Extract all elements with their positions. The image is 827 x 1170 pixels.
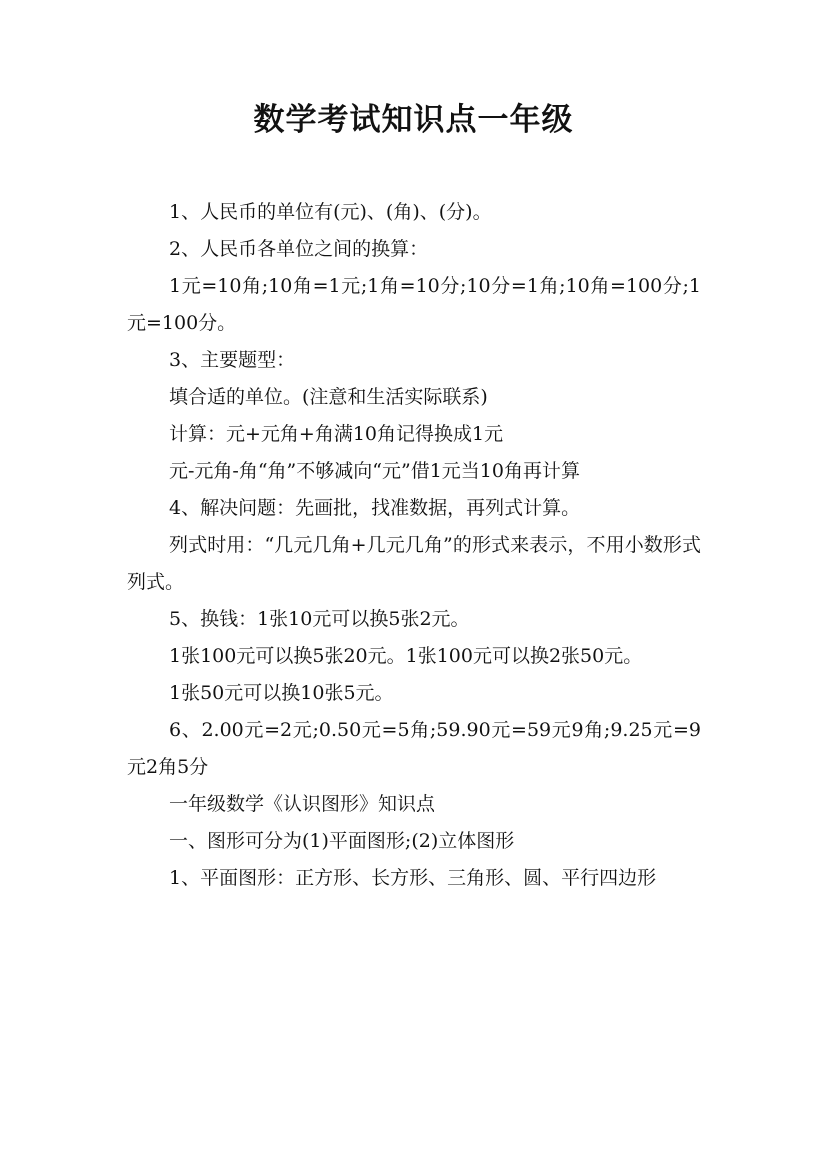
paragraph-rmb-units: 1、人民币的单位有(元)、(角)、(分)。 (169, 201, 492, 223)
paragraph-fill-units: 填合适的单位。(注意和生活实际联系) (169, 386, 488, 408)
document-body (127, 194, 701, 897)
paragraph-exchange-100: 1张100元可以换5张20元。1张100元可以换2张50元。 (169, 645, 643, 667)
page-title: 数学考试知识点一年级 (253, 102, 574, 138)
paragraph-shape-categories: 一、图形可分为(1)平面图形;(2)立体图形 (169, 830, 515, 852)
paragraph-addition-rule: 计算：元+元角+角满10角记得换成1元 (169, 423, 504, 445)
paragraph-exchange-10: 5、换钱：1张10元可以换5张2元。 (169, 608, 470, 630)
paragraph-problem-solving: 4、解决问题：先画批，找准数据，再列式计算。 (169, 497, 581, 519)
paragraph-subtraction-rule: 元-元角-角“角”不够减向“元”借1元当10角再计算 (169, 460, 580, 482)
paragraph-decimal-conversion: 6、2.00元=2元;0.50元=5角;59.90元=59元9角;9.25元=9元2角5分 (127, 719, 701, 778)
paragraph-equation-format: 列式时用：“几元几角+几元几角”的形式来表示，不用小数形式列式。 (127, 534, 701, 593)
paragraph-conversion-rules: 1元=10角;10角=1元;1角=10分;10分=1角;10角=100分;1元=100分。 (127, 275, 701, 334)
paragraph-question-types-heading: 3、主要题型： (169, 349, 296, 371)
paragraph-exchange-50: 1张50元可以换10张5元。 (169, 682, 394, 704)
paragraph-conversion-heading: 2、人民币各单位之间的换算： (169, 238, 429, 260)
paragraph-shapes-heading: 一年级数学《认识图形》知识点 (169, 793, 436, 815)
paragraph-plane-shapes: 1、平面图形：正方形、长方形、三角形、圆、平行四边形 (169, 867, 657, 889)
